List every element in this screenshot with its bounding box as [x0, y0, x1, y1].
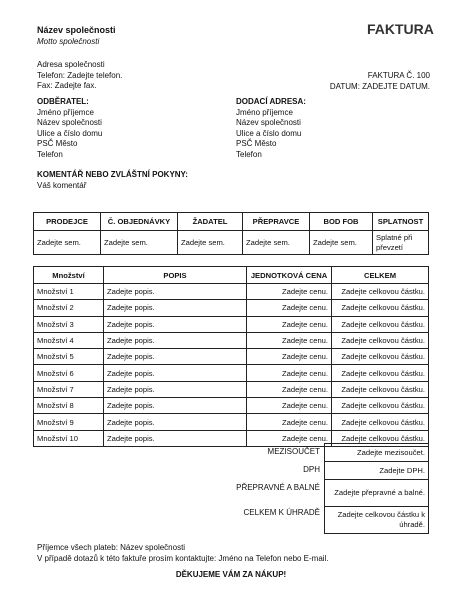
comment-heading: KOMENTÁŘ NEBO ZVLÁŠTNÍ POKYNY: [37, 170, 188, 179]
item-row [34, 316, 429, 332]
item-quantity[interactable]: Množství 1 [34, 284, 104, 300]
item-total[interactable]: Zadejte celkovou částku. [332, 365, 429, 381]
ship-company: Název společnosti [236, 118, 301, 127]
item-unit-price[interactable]: Zadejte cenu. [247, 316, 332, 332]
item-unit-price[interactable]: Zadejte cenu. [247, 430, 332, 446]
item-total[interactable]: Zadejte celkovou částku. [332, 381, 429, 397]
item-description[interactable]: Zadejte popis. [104, 300, 247, 316]
item-total[interactable]: Zadejte celkovou částku. [332, 332, 429, 348]
item-row [34, 365, 429, 381]
items-header: POPIS [104, 267, 247, 284]
item-description[interactable]: Zadejte popis. [104, 316, 247, 332]
buyer-block [37, 97, 102, 160]
item-quantity[interactable]: Množství 3 [34, 316, 104, 332]
footer-payee: Příjemce všech plateb: Název společnosti [37, 543, 186, 552]
item-description[interactable]: Zadejte popis. [104, 332, 247, 348]
item-row [34, 398, 429, 414]
items-header: Množství [34, 267, 104, 284]
totals-table [324, 443, 429, 534]
order-cell[interactable]: Zadejte sem. [178, 231, 243, 255]
order-cell[interactable]: Zadejte sem. [101, 231, 178, 255]
item-total[interactable]: Zadejte celkovou částku. [332, 284, 429, 300]
item-unit-price[interactable]: Zadejte cenu. [247, 414, 332, 430]
ship-street: Ulice a číslo domu [236, 128, 302, 138]
company-motto: Motto společnosti [37, 37, 100, 46]
order-header: ŽADATEL [178, 213, 243, 231]
item-unit-price[interactable]: Zadejte cenu. [247, 300, 332, 316]
invoice-date: DATUM: ZADEJTE DATUM. [329, 81, 430, 91]
buyer-city: PSČ Město [37, 139, 78, 148]
total-due-label: CELKEM K ÚHRADĚ [243, 508, 320, 517]
subtotal-value[interactable]: Zadejte mezisoučet. [325, 444, 429, 462]
subtotal-label: MEZISOUČET [267, 447, 320, 456]
item-quantity[interactable]: Množství 6 [34, 365, 104, 381]
order-cell[interactable]: Splatné při převzetí [373, 231, 429, 255]
order-header: Č. OBJEDNÁVKY [101, 213, 178, 231]
order-cell[interactable]: Zadejte sem. [310, 231, 373, 255]
item-row [34, 332, 429, 348]
item-quantity[interactable]: Množství 2 [34, 300, 104, 316]
item-unit-price[interactable]: Zadejte cenu. [247, 398, 332, 414]
items-header: CELKEM [332, 267, 429, 284]
ship-heading: DODACÍ ADRESA: [236, 97, 306, 106]
item-total[interactable]: Zadejte celkovou částku. [332, 414, 429, 430]
order-header: PŘEPRAVCE [243, 213, 310, 231]
shipping-value[interactable]: Zadejte přepravné a balné. [325, 480, 429, 507]
order-header: BOD FOB [310, 213, 373, 231]
order-cell[interactable]: Zadejte sem. [243, 231, 310, 255]
buyer-name: Jméno příjemce [37, 107, 94, 117]
item-quantity[interactable]: Množství 4 [34, 332, 104, 348]
item-description[interactable]: Zadejte popis. [104, 365, 247, 381]
item-row [34, 381, 429, 397]
item-quantity[interactable]: Množství 7 [34, 381, 104, 397]
item-unit-price[interactable]: Zadejte cenu. [247, 349, 332, 365]
buyer-heading: ODBĚRATEL: [37, 97, 89, 106]
item-description[interactable]: Zadejte popis. [104, 414, 247, 430]
item-unit-price[interactable]: Zadejte cenu. [247, 332, 332, 348]
invoice-number: FAKTURA Č. 100 [367, 71, 430, 80]
item-description[interactable]: Zadejte popis. [104, 398, 247, 414]
order-header: SPLATNOST [373, 213, 429, 231]
item-description[interactable]: Zadejte popis. [104, 284, 247, 300]
item-row [34, 284, 429, 300]
item-row [34, 349, 429, 365]
ship-block [236, 97, 306, 160]
item-row [34, 414, 429, 430]
item-unit-price[interactable]: Zadejte cenu. [247, 381, 332, 397]
order-header: PRODEJCE [34, 213, 101, 231]
order-table [33, 212, 429, 255]
footer-contact: V případě dotazů k této faktuře prosím kontaktujte: Jméno na Telefon nebo E-mail. [37, 553, 329, 563]
item-total[interactable]: Zadejte celkovou částku. [332, 316, 429, 332]
item-total[interactable]: Zadejte celkovou částku. [332, 430, 429, 446]
item-row [34, 300, 429, 316]
item-quantity[interactable]: Množství 9 [34, 414, 104, 430]
items-table [33, 266, 429, 447]
footer-notes [37, 543, 329, 564]
ship-city: PSČ Město [236, 139, 277, 148]
doc-title: FAKTURA [367, 21, 434, 37]
ship-name: Jméno příjemce [236, 107, 293, 117]
company-address: Adresa společnosti [37, 60, 105, 69]
item-quantity[interactable]: Množství 10 [34, 430, 104, 446]
item-total[interactable]: Zadejte celkovou částku. [332, 398, 429, 414]
item-quantity[interactable]: Množství 8 [34, 398, 104, 414]
company-name: Název společnosti [37, 25, 116, 35]
company-phone: Telefon: Zadejte telefon. [37, 70, 123, 80]
items-header: JEDNOTKOVÁ CENA [247, 267, 332, 284]
shipping-label: PŘEPRAVNÉ A BALNÉ [236, 483, 320, 492]
ship-phone: Telefon [236, 149, 262, 159]
tax-value[interactable]: Zadejte DPH. [325, 462, 429, 480]
comment-text: Váš komentář [37, 180, 87, 190]
item-quantity[interactable]: Množství 5 [34, 349, 104, 365]
item-unit-price[interactable]: Zadejte cenu. [247, 365, 332, 381]
item-description[interactable]: Zadejte popis. [104, 430, 247, 446]
item-total[interactable]: Zadejte celkovou částku. [332, 300, 429, 316]
item-unit-price[interactable]: Zadejte cenu. [247, 284, 332, 300]
item-description[interactable]: Zadejte popis. [104, 381, 247, 397]
invoice-meta [330, 71, 430, 92]
company-fax: Fax: Zadejte fax. [37, 81, 97, 90]
comment-block [37, 170, 188, 191]
item-description[interactable]: Zadejte popis. [104, 349, 247, 365]
buyer-phone: Telefon [37, 149, 63, 159]
buyer-company: Název společnosti [37, 118, 102, 127]
total-due-value[interactable]: Zadejte celkovou částku k úhradě. [325, 507, 429, 534]
footer-thanks: DĚKUJEME VÁM ZA NÁKUP! [175, 570, 287, 579]
item-total[interactable]: Zadejte celkovou částku. [332, 349, 429, 365]
tax-label: DPH [303, 465, 320, 474]
buyer-street: Ulice a číslo domu [37, 128, 103, 138]
company-contact [37, 60, 122, 92]
order-cell[interactable]: Zadejte sem. [34, 231, 101, 255]
